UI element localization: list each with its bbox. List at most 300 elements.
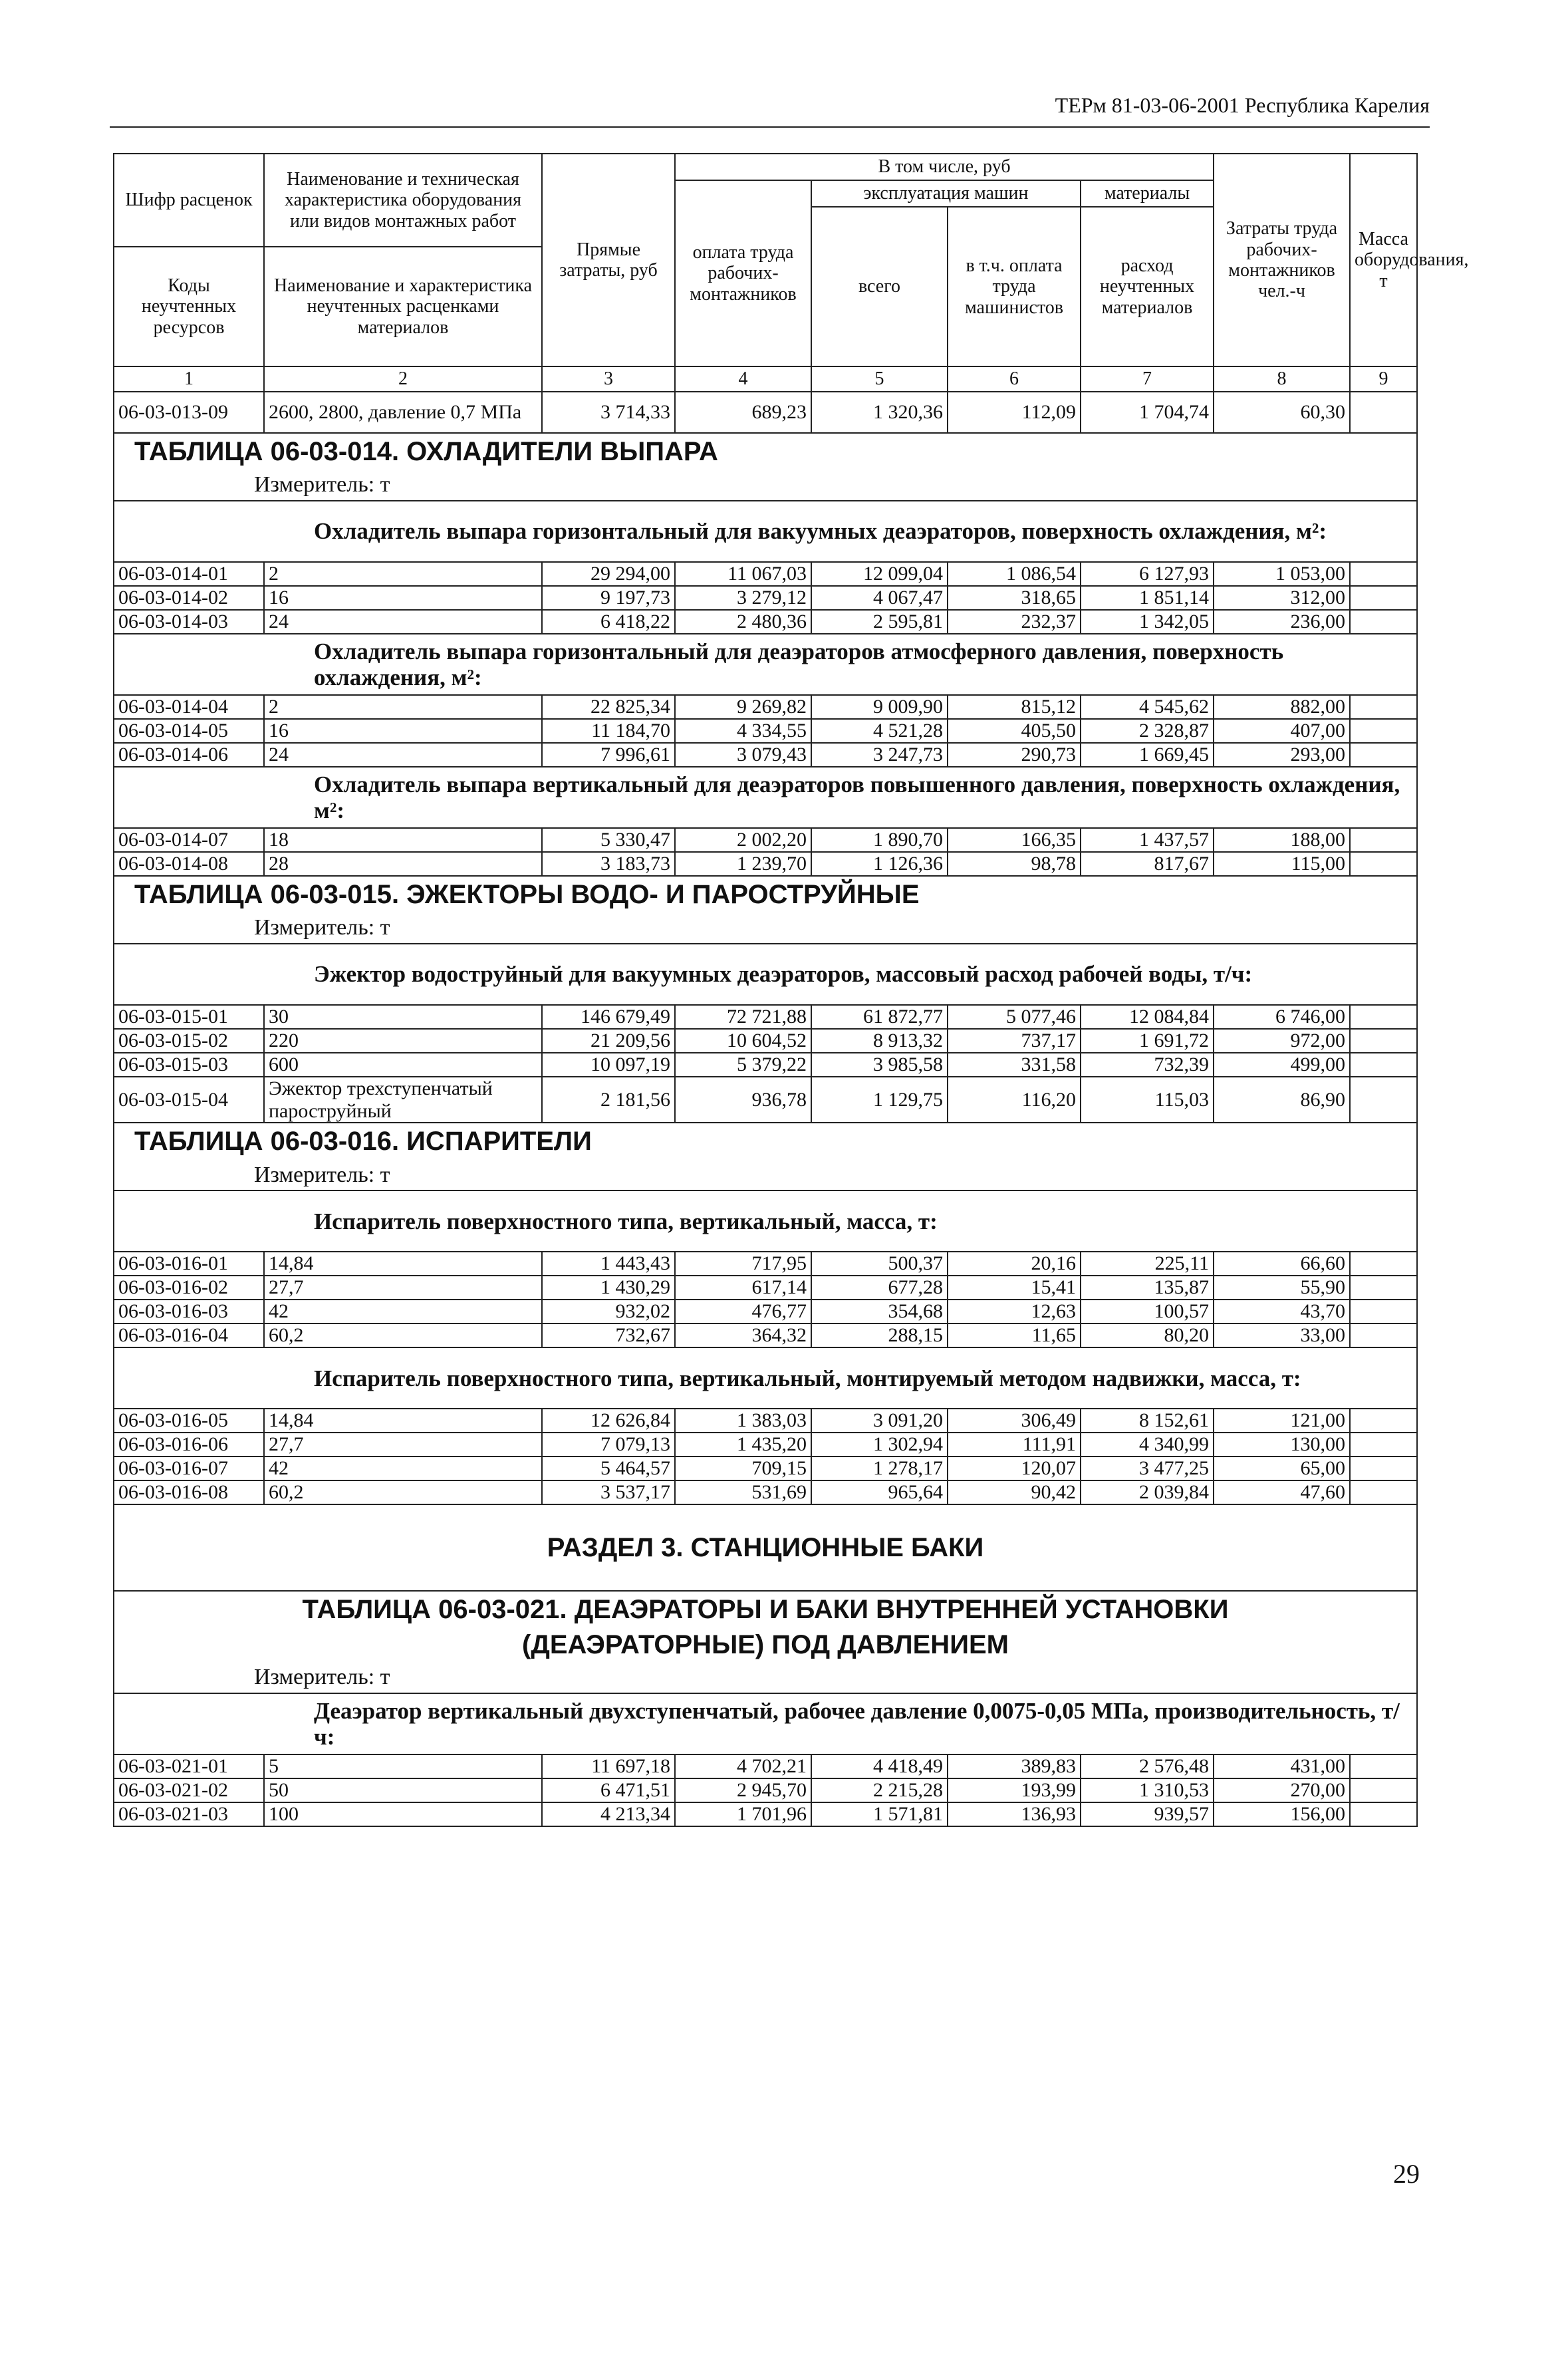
row-value: 111,91: [948, 1433, 1081, 1457]
row-value: 1 310,53: [1081, 1778, 1214, 1802]
table-title: ТАБЛИЦА 06-03-015. ЭЖЕКТОРЫ ВОДО- И ПАРОСТРУЙНЫЕ: [114, 876, 1417, 913]
group-title: Испаритель поверхностного типа, вертикальный, масса, т:: [114, 1190, 1417, 1252]
header-incl-machinists: в т.ч. оплата труда машинистов: [948, 207, 1081, 366]
row-value: 1 383,03: [675, 1409, 811, 1433]
row-name: 50: [264, 1778, 542, 1802]
row-name: 24: [264, 610, 542, 634]
row-value: 4 340,99: [1081, 1433, 1214, 1457]
group-title-row: [114, 634, 1417, 695]
row-value: 12 084,84: [1081, 1005, 1214, 1029]
header-materials: материалы: [1081, 180, 1214, 207]
row-value: 3 279,12: [675, 586, 811, 610]
row-value: 500,37: [811, 1252, 948, 1276]
table-row: [114, 1276, 1417, 1300]
row-code: 06-03-015-04: [114, 1077, 264, 1123]
row-value: 9 009,90: [811, 695, 948, 719]
row-value: 405,50: [948, 719, 1081, 743]
row-value: [1350, 743, 1417, 767]
row-code: 06-03-014-01: [114, 562, 264, 586]
group-title: Охладитель выпара горизонтальный для вакуумных деаэраторов, поверхность охлаждения, м²:: [114, 501, 1417, 562]
group-title-row: [114, 767, 1417, 828]
row-value: 1 430,29: [542, 1276, 675, 1300]
row-value: [1350, 828, 1417, 852]
measure-label: Измеритель: т: [114, 913, 1417, 944]
row-value: 6 127,93: [1081, 562, 1214, 586]
group-title: Испаритель поверхностного типа, вертикальный, монтируемый методом надвижки, масса, т:: [114, 1347, 1417, 1409]
row-value: 136,93: [948, 1802, 1081, 1826]
header-labor-pay: оплата труда рабочих-монтажников: [675, 180, 811, 366]
row-value: 732,39: [1081, 1053, 1214, 1077]
row-value: 1 701,96: [675, 1802, 811, 1826]
table-row: [114, 1480, 1417, 1504]
row-value: 1 302,94: [811, 1433, 948, 1457]
row-value: 66,60: [1214, 1252, 1350, 1276]
row-value: 9 269,82: [675, 695, 811, 719]
row-value: 12 099,04: [811, 562, 948, 586]
column-number: 2: [264, 366, 542, 392]
row-value: 121,00: [1214, 1409, 1350, 1433]
row-value: 972,00: [1214, 1029, 1350, 1053]
row-value: 6 418,22: [542, 610, 675, 634]
group-title-row: [114, 501, 1417, 562]
row-value: 166,35: [948, 828, 1081, 852]
row-code: 06-03-021-02: [114, 1778, 264, 1802]
row-value: 3 183,73: [542, 852, 675, 876]
group-title-row: [114, 1347, 1417, 1409]
row-value: 1 443,43: [542, 1252, 675, 1276]
row-name: 16: [264, 719, 542, 743]
row-value: 225,11: [1081, 1252, 1214, 1276]
row-code: 06-03-014-06: [114, 743, 264, 767]
header-code-top: Шифр расценок: [114, 154, 264, 247]
row-value: 1 890,70: [811, 828, 948, 852]
table-title-line2-row: [114, 1628, 1417, 1661]
row-value: 1 691,72: [1081, 1029, 1214, 1053]
row-value: 4 067,47: [811, 586, 948, 610]
table-title-line1-row: [114, 1591, 1417, 1628]
section-title-row: [114, 1504, 1417, 1591]
row-value: 1 129,75: [811, 1077, 948, 1123]
row-value: 1 086,54: [948, 562, 1081, 586]
row-value: 8 913,32: [811, 1029, 948, 1053]
row-value: 11 184,70: [542, 719, 675, 743]
row-value: 4 213,34: [542, 1802, 675, 1826]
row-value: [1350, 1433, 1417, 1457]
row-code: 06-03-021-01: [114, 1754, 264, 1778]
table-title: ТАБЛИЦА 06-03-014. ОХЛАДИТЕЛИ ВЫПАРА: [114, 433, 1417, 470]
header-name-top: Наименование и техническая характеристика оборудования или видов монтажных работ: [264, 154, 542, 247]
column-number: 6: [948, 366, 1081, 392]
table-row: [114, 1053, 1417, 1077]
header-rule: [110, 126, 1430, 128]
row-value: 10 604,52: [675, 1029, 811, 1053]
row-value: 331,58: [948, 1053, 1081, 1077]
row-value: 407,00: [1214, 719, 1350, 743]
row-value: 11 067,03: [675, 562, 811, 586]
row-name: 60,2: [264, 1480, 542, 1504]
row-value: [1350, 1754, 1417, 1778]
row-value: [1350, 1005, 1417, 1029]
table-title-line1: ТАБЛИЦА 06-03-021. ДЕАЭРАТОРЫ И БАКИ ВНУТРЕННЕЙ УСТАНОВКИ: [114, 1591, 1417, 1628]
row-name: 18: [264, 828, 542, 852]
row-value: 3 985,58: [811, 1053, 948, 1077]
table-row: [114, 586, 1417, 610]
row-value: 2 181,56: [542, 1077, 675, 1123]
row-value: 2 215,28: [811, 1778, 948, 1802]
group-title: Эжектор водоструйный для вакуумных деаэраторов, массовый расход рабочей воды, т/ч:: [114, 944, 1417, 1005]
row-value: 116,20: [948, 1077, 1081, 1123]
row-code: 06-03-016-05: [114, 1409, 264, 1433]
row-value: 4 702,21: [675, 1754, 811, 1778]
row-value: 130,00: [1214, 1433, 1350, 1457]
row-value: 3 079,43: [675, 743, 811, 767]
row-value: 11,65: [948, 1324, 1081, 1347]
column-number: 1: [114, 366, 264, 392]
row-value: 939,57: [1081, 1802, 1214, 1826]
row-name: 42: [264, 1457, 542, 1480]
column-number: 9: [1350, 366, 1417, 392]
row-value: 270,00: [1214, 1778, 1350, 1802]
table-row: [114, 1324, 1417, 1347]
row-value: 8 152,61: [1081, 1409, 1214, 1433]
table-row: [114, 1802, 1417, 1826]
row-code: 06-03-016-03: [114, 1300, 264, 1324]
row-value: [1350, 392, 1417, 433]
row-code: 06-03-013-09: [114, 392, 264, 433]
column-number: 5: [811, 366, 948, 392]
row-name: 100: [264, 1802, 542, 1826]
row-value: 61 872,77: [811, 1005, 948, 1029]
row-value: 33,00: [1214, 1324, 1350, 1347]
row-value: 2 039,84: [1081, 1480, 1214, 1504]
row-name: 30: [264, 1005, 542, 1029]
table-row: [114, 610, 1417, 634]
row-value: 156,00: [1214, 1802, 1350, 1826]
row-name: 2: [264, 562, 542, 586]
row-value: 5 330,47: [542, 828, 675, 852]
row-value: 1 704,74: [1081, 392, 1214, 433]
table-row: [114, 1005, 1417, 1029]
row-value: 677,28: [811, 1276, 948, 1300]
row-value: 21 209,56: [542, 1029, 675, 1053]
row-value: 936,78: [675, 1077, 811, 1123]
row-name: 14,84: [264, 1409, 542, 1433]
row-value: 12 626,84: [542, 1409, 675, 1433]
row-value: 5 464,57: [542, 1457, 675, 1480]
row-value: 1 278,17: [811, 1457, 948, 1480]
row-code: 06-03-014-07: [114, 828, 264, 852]
row-value: [1350, 695, 1417, 719]
row-value: 476,77: [675, 1300, 811, 1324]
row-value: [1350, 1276, 1417, 1300]
row-value: 312,00: [1214, 586, 1350, 610]
table-row: [114, 1778, 1417, 1802]
table-row: [114, 1754, 1417, 1778]
row-value: 2 595,81: [811, 610, 948, 634]
row-value: [1350, 1077, 1417, 1123]
row-value: 290,73: [948, 743, 1081, 767]
row-value: 531,69: [675, 1480, 811, 1504]
row-value: 11 697,18: [542, 1754, 675, 1778]
row-value: 2 480,36: [675, 610, 811, 634]
group-title: Охладитель выпара горизонтальный для деаэраторов атмосферного давления, поверхность охлаждения, м²:: [114, 634, 1417, 695]
row-value: 90,42: [948, 1480, 1081, 1504]
row-value: 115,00: [1214, 852, 1350, 876]
row-value: 4 418,49: [811, 1754, 948, 1778]
table-row: [114, 392, 1417, 433]
row-value: 3 714,33: [542, 392, 675, 433]
row-value: 22 825,34: [542, 695, 675, 719]
row-value: 20,16: [948, 1252, 1081, 1276]
row-value: 431,00: [1214, 1754, 1350, 1778]
row-value: [1350, 1457, 1417, 1480]
table-title: ТАБЛИЦА 06-03-016. ИСПАРИТЕЛИ: [114, 1123, 1417, 1160]
row-value: 115,03: [1081, 1077, 1214, 1123]
row-value: 3 477,25: [1081, 1457, 1214, 1480]
table-title-row: [114, 876, 1417, 913]
row-value: 2 002,20: [675, 828, 811, 852]
row-value: 817,67: [1081, 852, 1214, 876]
table-title-row: [114, 433, 1417, 470]
row-value: 98,78: [948, 852, 1081, 876]
row-value: 1 669,45: [1081, 743, 1214, 767]
measure-label-row: [114, 470, 1417, 501]
table-row: [114, 1252, 1417, 1276]
row-code: 06-03-016-01: [114, 1252, 264, 1276]
row-value: 1 053,00: [1214, 562, 1350, 586]
row-name: 220: [264, 1029, 542, 1053]
row-code: 06-03-016-02: [114, 1276, 264, 1300]
row-code: 06-03-016-06: [114, 1433, 264, 1457]
row-value: 146 679,49: [542, 1005, 675, 1029]
group-title: Деаэратор вертикальный двухступенчатый, рабочее давление 0,0075-0,05 МПа, производительность, т/ч:: [114, 1693, 1417, 1754]
header-mass: Масса оборудования, т: [1350, 154, 1417, 366]
row-value: [1350, 1778, 1417, 1802]
row-name: Эжектор трехступенчатый пароструйный: [264, 1077, 542, 1123]
column-number: 7: [1081, 366, 1214, 392]
row-value: 288,15: [811, 1324, 948, 1347]
table-row: [114, 719, 1417, 743]
header-name-bottom: Наименование и характеристика неучтенных расценками материалов: [264, 247, 542, 366]
row-value: 6 746,00: [1214, 1005, 1350, 1029]
table-row: [114, 1077, 1417, 1123]
row-value: 617,14: [675, 1276, 811, 1300]
row-value: 4 521,28: [811, 719, 948, 743]
row-name: 16: [264, 586, 542, 610]
row-value: 1 571,81: [811, 1802, 948, 1826]
row-value: [1350, 719, 1417, 743]
table-row: [114, 828, 1417, 852]
table-title-line2: (ДЕАЭРАТОРНЫЕ) ПОД ДАВЛЕНИЕМ: [114, 1628, 1417, 1661]
group-title-row: [114, 944, 1417, 1005]
measure-label: Измеритель: т: [114, 470, 1417, 501]
row-code: 06-03-015-03: [114, 1053, 264, 1077]
row-value: 10 097,19: [542, 1053, 675, 1077]
column-number: 8: [1214, 366, 1350, 392]
group-title-row: [114, 1693, 1417, 1754]
row-name: 24: [264, 743, 542, 767]
table-row: [114, 695, 1417, 719]
row-value: 55,90: [1214, 1276, 1350, 1300]
row-value: 293,00: [1214, 743, 1350, 767]
table-row: [114, 1433, 1417, 1457]
row-code: 06-03-016-04: [114, 1324, 264, 1347]
row-value: [1350, 852, 1417, 876]
header-total: всего: [811, 207, 948, 366]
row-value: [1350, 1802, 1417, 1826]
row-value: 86,90: [1214, 1077, 1350, 1123]
table-row: [114, 1029, 1417, 1053]
header-labor-hours: Затраты труда рабочих-монтажников чел.-ч: [1214, 154, 1350, 366]
header-code-bottom: Коды неучтенных ресурсов: [114, 247, 264, 366]
row-value: 15,41: [948, 1276, 1081, 1300]
header-machines: эксплуатация машин: [811, 180, 1081, 207]
row-value: 7 079,13: [542, 1433, 675, 1457]
row-name: 28: [264, 852, 542, 876]
row-name: 14,84: [264, 1252, 542, 1276]
row-code: 06-03-014-05: [114, 719, 264, 743]
row-value: 7 996,61: [542, 743, 675, 767]
price-table: [113, 153, 1469, 1827]
row-code: 06-03-015-02: [114, 1029, 264, 1053]
row-value: 4 545,62: [1081, 695, 1214, 719]
row-name: 5: [264, 1754, 542, 1778]
row-value: 1 126,36: [811, 852, 948, 876]
row-name: 27,7: [264, 1276, 542, 1300]
row-value: 80,20: [1081, 1324, 1214, 1347]
group-title-row: [114, 1190, 1417, 1252]
row-value: 4 334,55: [675, 719, 811, 743]
row-code: 06-03-021-03: [114, 1802, 264, 1826]
row-name: 60,2: [264, 1324, 542, 1347]
table-row: [114, 852, 1417, 876]
row-value: 389,83: [948, 1754, 1081, 1778]
row-value: 965,64: [811, 1480, 948, 1504]
row-value: 882,00: [1214, 695, 1350, 719]
measure-label: Измеритель: т: [114, 1661, 1417, 1693]
header-incl: В том числе, руб: [675, 154, 1214, 180]
row-value: 12,63: [948, 1300, 1081, 1324]
measure-label-row: [114, 1160, 1417, 1190]
row-value: 236,00: [1214, 610, 1350, 634]
row-value: 932,02: [542, 1300, 675, 1324]
row-value: 709,15: [675, 1457, 811, 1480]
table-row: [114, 562, 1417, 586]
table-row: [114, 1457, 1417, 1480]
row-value: 318,65: [948, 586, 1081, 610]
table-title-row: [114, 1123, 1417, 1160]
column-numbers-row: [114, 366, 1417, 392]
row-value: 43,70: [1214, 1300, 1350, 1324]
row-value: 60,30: [1214, 392, 1350, 433]
table-row: [114, 743, 1417, 767]
row-value: 3 091,20: [811, 1409, 948, 1433]
section-title: РАЗДЕЛ 3. СТАНЦИОННЫЕ БАКИ: [114, 1504, 1417, 1591]
row-value: 6 471,51: [542, 1778, 675, 1802]
row-value: 1 239,70: [675, 852, 811, 876]
row-value: 120,07: [948, 1457, 1081, 1480]
measure-label-row: [114, 913, 1417, 944]
row-code: 06-03-014-04: [114, 695, 264, 719]
header-unaccounted-materials: расход неучтенных материалов: [1081, 207, 1214, 366]
row-name: 2: [264, 695, 542, 719]
row-value: 354,68: [811, 1300, 948, 1324]
row-value: 2 576,48: [1081, 1754, 1214, 1778]
row-value: [1350, 1409, 1417, 1433]
row-value: 112,09: [948, 392, 1081, 433]
row-value: [1350, 562, 1417, 586]
row-name: 2600, 2800, давление 0,7 МПа: [264, 392, 542, 433]
row-value: 3 537,17: [542, 1480, 675, 1504]
row-value: 732,67: [542, 1324, 675, 1347]
column-number: 4: [675, 366, 811, 392]
row-value: 306,49: [948, 1409, 1081, 1433]
row-value: 689,23: [675, 392, 811, 433]
row-value: 1 435,20: [675, 1433, 811, 1457]
row-value: 1 437,57: [1081, 828, 1214, 852]
row-value: 364,32: [675, 1324, 811, 1347]
table-row: [114, 1300, 1417, 1324]
row-value: 1 342,05: [1081, 610, 1214, 634]
row-value: 2 328,87: [1081, 719, 1214, 743]
row-value: 1 320,36: [811, 392, 948, 433]
row-value: [1350, 586, 1417, 610]
column-number: 3: [542, 366, 675, 392]
row-value: [1350, 1324, 1417, 1347]
row-value: 3 247,73: [811, 743, 948, 767]
group-title: Охладитель выпара вертикальный для деаэраторов повышенного давления, поверхность охлаждения, м²:: [114, 767, 1417, 828]
row-code: 06-03-014-02: [114, 586, 264, 610]
row-value: [1350, 610, 1417, 634]
table-row: [114, 1409, 1417, 1433]
row-value: 72 721,88: [675, 1005, 811, 1029]
row-value: [1350, 1300, 1417, 1324]
page-number: 29: [1393, 2159, 1420, 2189]
row-code: 06-03-014-08: [114, 852, 264, 876]
row-name: 42: [264, 1300, 542, 1324]
row-value: 1 851,14: [1081, 586, 1214, 610]
row-value: 135,87: [1081, 1276, 1214, 1300]
measure-label: Измеритель: т: [114, 1160, 1417, 1190]
row-value: [1350, 1252, 1417, 1276]
measure-label-row: [114, 1661, 1417, 1693]
row-value: 193,99: [948, 1778, 1081, 1802]
row-value: 717,95: [675, 1252, 811, 1276]
row-value: 5 379,22: [675, 1053, 811, 1077]
row-value: 47,60: [1214, 1480, 1350, 1504]
row-value: 29 294,00: [542, 562, 675, 586]
row-value: 100,57: [1081, 1300, 1214, 1324]
row-code: 06-03-016-07: [114, 1457, 264, 1480]
row-value: 815,12: [948, 695, 1081, 719]
row-code: 06-03-015-01: [114, 1005, 264, 1029]
row-name: 27,7: [264, 1433, 542, 1457]
row-code: 06-03-014-03: [114, 610, 264, 634]
row-value: 9 197,73: [542, 586, 675, 610]
running-header: ТЕРм 81-03-06-2001 Республика Карелия: [1055, 93, 1430, 117]
row-value: 737,17: [948, 1029, 1081, 1053]
row-value: [1350, 1029, 1417, 1053]
row-value: [1350, 1053, 1417, 1077]
row-code: 06-03-016-08: [114, 1480, 264, 1504]
row-value: 65,00: [1214, 1457, 1350, 1480]
row-value: 188,00: [1214, 828, 1350, 852]
row-name: 600: [264, 1053, 542, 1077]
header-direct-costs: Прямые затраты, руб: [542, 154, 675, 366]
row-value: 5 077,46: [948, 1005, 1081, 1029]
row-value: 2 945,70: [675, 1778, 811, 1802]
row-value: 499,00: [1214, 1053, 1350, 1077]
